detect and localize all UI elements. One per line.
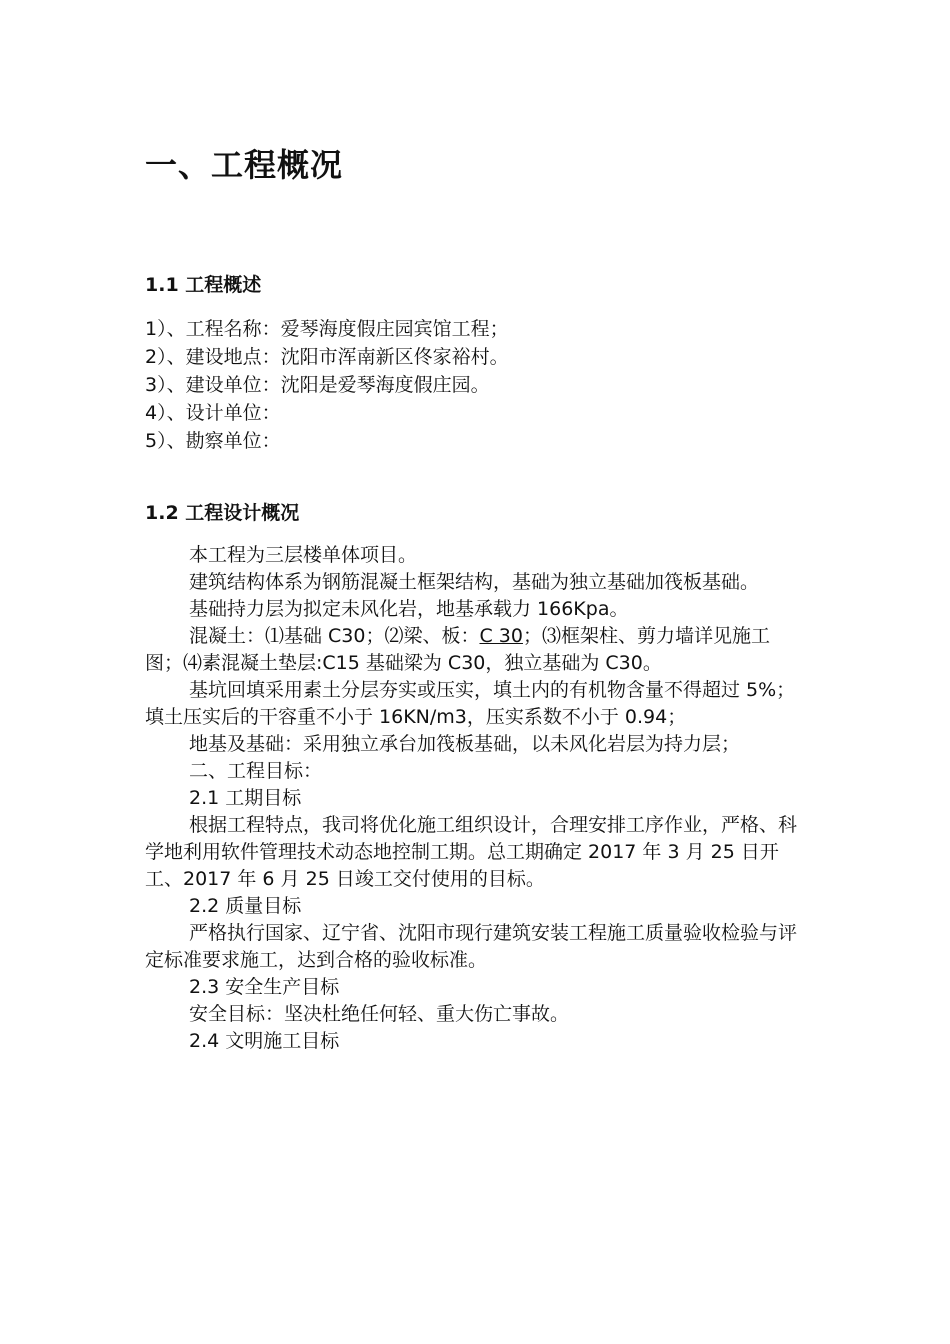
paragraph: 地基及基础：采用独立承台加筏板基础，以未风化岩层为持力层； bbox=[189, 733, 741, 755]
project-info-list bbox=[145, 315, 509, 455]
concrete-text-a: 混凝土：⑴基础 C30；⑵梁、板： bbox=[189, 625, 480, 647]
section-heading-overview: 1.1 工程概述 bbox=[145, 274, 262, 296]
subheading: 2.2 质量目标 bbox=[189, 895, 302, 917]
paragraph: 根据工程特点，我司将优化施工组织设计，合理安排工序作业，严格、科学地利用软件管理技术动态地控制工期。总工期确定 2017 年 3 月 25 日开工、2017 年 6 月 25 日竣工交付使用的目标。 bbox=[145, 814, 798, 890]
concrete-text-b: ；⑶框架柱、剪力墙详见施工图；⑷素混凝土垫层:C15 基础梁为 C30，独立基础为 C30。 bbox=[145, 625, 770, 674]
list-item: 2）、建设地点：沈阳市浑南新区佟家裕村。 bbox=[145, 346, 509, 368]
paragraph: 安全目标：坚决杜绝任何轻、重大伤亡事故。 bbox=[189, 1003, 570, 1025]
list-item: 5）、勘察单位： bbox=[145, 430, 281, 452]
concrete-underlined-grade: C 30 bbox=[479, 625, 523, 647]
paragraph: 基础持力层为拟定未风化岩，地基承载力 166Kpa。 bbox=[189, 598, 629, 620]
list-item: 1）、工程名称：爱琴海度假庄园宾馆工程； bbox=[145, 318, 509, 340]
paragraph: 严格执行国家、辽宁省、沈阳市现行建筑安装工程施工质量验收检验与评定标准要求施工，达到合格的验收标准。 bbox=[145, 922, 798, 971]
page-title: 一、工程概况 bbox=[145, 146, 344, 184]
section-heading-design: 1.2 工程设计概况 bbox=[145, 502, 300, 524]
subheading: 2.4 文明施工目标 bbox=[189, 1030, 340, 1052]
document-body bbox=[145, 542, 805, 1055]
list-item: 3）、建设单位：沈阳是爱琴海度假庄园。 bbox=[145, 374, 490, 396]
subheading: 2.1 工期目标 bbox=[189, 787, 302, 809]
section-heading-goals: 二、工程目标： bbox=[189, 760, 323, 782]
subheading: 2.3 安全生产目标 bbox=[189, 976, 340, 998]
paragraph: 基坑回填采用素土分层夯实或压实，填土内的有机物含量不得超过 5%；填土压实后的干容重不小于 16KN/m3，压实系数不小于 0.94； bbox=[145, 679, 796, 728]
paragraph: 本工程为三层楼单体项目。 bbox=[189, 544, 418, 566]
paragraph-concrete bbox=[145, 623, 805, 677]
paragraph: 建筑结构体系为钢筋混凝土框架结构，基础为独立基础加筏板基础。 bbox=[189, 571, 760, 593]
list-item: 4）、设计单位： bbox=[145, 402, 281, 424]
